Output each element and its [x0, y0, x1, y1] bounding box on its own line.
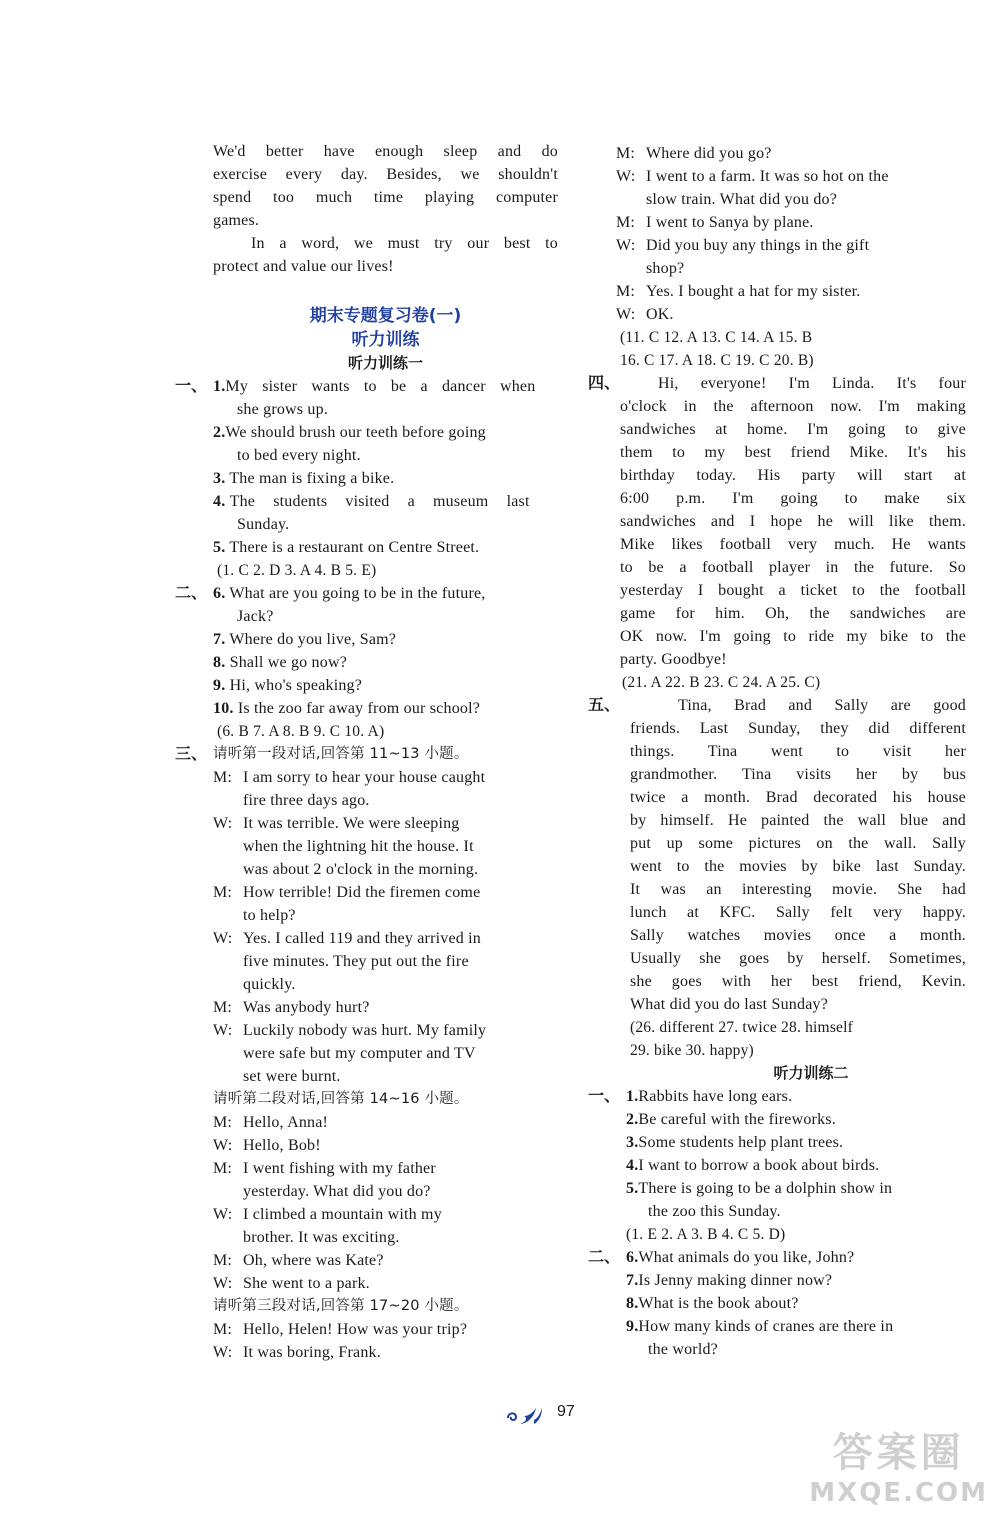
dialog-intro: 请听第二段对话,回答第 14~16 小题。 [213, 1091, 469, 1107]
speaker-label: W: [213, 930, 233, 947]
dialog-line [616, 280, 966, 303]
watermark-line: 答案圈 [832, 1430, 965, 1476]
speaker-label: W: [213, 1275, 233, 1292]
list-item: 8. Shall we go now? [213, 654, 348, 671]
dialog-line [213, 927, 558, 950]
dialog-text: set were burnt. [243, 1068, 341, 1085]
answer-key: (1. E 2. A 3. B 4. C 5. D) [626, 1226, 786, 1243]
dialog-text: quickly. [243, 976, 296, 993]
dialog-line-cont [213, 1065, 558, 1088]
dialog-text: Hello, Helen! How was your trip? [243, 1321, 468, 1338]
intro-paragraph [213, 140, 558, 278]
dialog-3-continued [616, 142, 966, 326]
item-number: 5. [626, 1180, 639, 1197]
part-title: 听力训练一 [347, 354, 423, 372]
dialog-intro: 请听第一段对话,回答第 11~13 小题。 [213, 746, 469, 762]
text-line: sandwiches and I hope he will like them. [620, 513, 966, 530]
text-line: birthday today. His party will start at [620, 467, 966, 484]
list-item-cont: Jack? [237, 608, 274, 625]
item-number: 9. [626, 1318, 639, 1335]
speaker-label: M: [213, 1252, 233, 1269]
speaker-label: W: [213, 1022, 233, 1039]
list-item [626, 1177, 966, 1200]
dialog-text: Hello, Bob! [243, 1137, 321, 1154]
dialog-line [213, 1203, 558, 1226]
section-marker: 一、 [175, 378, 208, 395]
dialog-line-cont [213, 1180, 558, 1203]
answer-key: 29. bike 30. happy) [630, 1042, 754, 1059]
dialog-line-cont [213, 904, 558, 927]
dialog-text: I climbed a mountain with my [243, 1206, 442, 1223]
answer-key: (1. C 2. D 3. A 4. B 5. E) [217, 562, 377, 579]
dialog-text: How terrible! Did the firemen come [243, 884, 481, 901]
dialog-text: I am sorry to hear your house caught [243, 769, 486, 786]
item-number: 7. [626, 1272, 639, 1289]
list-item-cont: the world? [648, 1341, 718, 1358]
dialog-text: to help? [243, 907, 296, 924]
item-text: I want to borrow a book about birds. [638, 1157, 880, 1174]
list-item-cont: she grows up. [237, 401, 329, 418]
text-line: Usually she goes by herself. Sometimes, [630, 950, 966, 967]
list-item: 4. The students visited a museum last [213, 493, 530, 510]
dialog-line [213, 1341, 558, 1364]
list-item: 2.We should brush our teeth before going [213, 424, 486, 441]
dialog-2 [213, 1111, 558, 1295]
answer-key: (26. different 27. twice 28. himself [630, 1019, 853, 1036]
dialog-line-cont [213, 950, 558, 973]
part-title: 听力训练二 [773, 1064, 849, 1082]
speaker-label: M: [616, 214, 636, 231]
dialog-text: Luckily nobody was hurt. My family [243, 1022, 487, 1039]
item-number: 4. [626, 1157, 639, 1174]
dialog-line [213, 1318, 558, 1341]
text-line: o'clock in the afternoon now. I'm making [620, 398, 966, 415]
answer-key: (11. C 12. A 13. C 14. A 15. B [620, 329, 813, 346]
section-marker: 三、 [175, 746, 208, 763]
text-line: Mike likes football very much. He wants [620, 536, 966, 553]
item-text: Be careful with the fireworks. [638, 1111, 836, 1128]
text-line: 6:00 p.m. I'm going to make six [620, 490, 966, 507]
dialog-line [616, 234, 966, 257]
text-line: game for him. Oh, the sandwiches are [620, 605, 966, 622]
part2-section-1 [588, 1085, 966, 1246]
item-text: What is the book about? [638, 1295, 799, 1312]
dialog-text: shop? [646, 260, 685, 277]
item-text: There is going to be a dolphin show in [638, 1180, 893, 1197]
section-1 [175, 375, 558, 582]
text-line: friends. Last Sunday, they did different [630, 720, 966, 737]
text-line: went to the movies by bike last Sunday. [630, 858, 966, 875]
speaker-label: W: [213, 1344, 233, 1361]
section-4 [588, 372, 966, 694]
answer-key: (21. A 22. B 23. C 24. A 25. C) [622, 674, 821, 691]
list-item: 3. The man is fixing a bike. [213, 470, 395, 487]
dialog-line [213, 1111, 558, 1134]
list-item: 6. What are you going to be in the future, [213, 585, 486, 602]
dialog-1 [213, 766, 558, 1088]
right-column [588, 142, 966, 1361]
section-5 [588, 694, 966, 1062]
list-item: 9. Hi, who's speaking? [213, 677, 363, 694]
item-text: What animals do you like, John? [638, 1249, 855, 1266]
section-2 [175, 582, 558, 743]
item-number: 2. [626, 1111, 639, 1128]
dialog-line-cont [213, 858, 558, 881]
text-line: party. Goodbye! [620, 651, 727, 668]
text-line: twice a month. Brad decorated his house [630, 789, 966, 806]
dialog-line [213, 1249, 558, 1272]
dialog-text: It was boring, Frank. [243, 1344, 381, 1361]
dialog-line [213, 1134, 558, 1157]
section-title: 期末专题复习卷(一) [309, 306, 462, 326]
text-line: It was an interesting movie. She had [630, 881, 966, 898]
dialog-line-cont [213, 1042, 558, 1065]
list-item [626, 1246, 966, 1269]
text-line: What did you do last Sunday? [630, 996, 829, 1013]
text-line: Hi, everyone! I'm Linda. It's four [658, 375, 966, 392]
dialog-text: I went to a farm. It was so hot on the [646, 168, 889, 185]
text-line: them to my best friend Mike. It's his [620, 444, 966, 461]
dialog-text: fire three days ago. [243, 792, 370, 809]
dialog-line [213, 766, 558, 789]
text-line: In a word, we must try our best to [251, 235, 558, 252]
list-item [626, 1108, 966, 1131]
answer-key: (6. B 7. A 8. B 9. C 10. A) [217, 723, 385, 740]
dialog-line-cont [616, 188, 966, 211]
speaker-label: M: [213, 769, 233, 786]
item-number: 3. [626, 1134, 639, 1151]
text-line: protect and value our lives! [213, 258, 394, 275]
speaker-label: W: [616, 237, 636, 254]
speaker-label: M: [616, 145, 636, 162]
dialog-line-cont [213, 789, 558, 812]
page-number: 97 [557, 1403, 575, 1420]
speaker-label: M: [213, 884, 233, 901]
item-text: Rabbits have long ears. [638, 1088, 793, 1105]
speaker-label: M: [213, 1160, 233, 1177]
text-line: to be a football player in the future. So [620, 559, 966, 576]
part2-section-2 [588, 1246, 966, 1361]
item-text: Is Jenny making dinner now? [638, 1272, 833, 1289]
dialog-text: Yes. I called 119 and they arrived in [243, 930, 482, 947]
list-item: 5. There is a restaurant on Centre Street. [213, 539, 480, 556]
dialog-line [616, 303, 966, 326]
section-marker: 一、 [588, 1088, 621, 1105]
dialog-text: was about 2 o'clock in the morning. [243, 861, 479, 878]
dialog-line-cont [213, 1226, 558, 1249]
dialog-text: yesterday. What did you do? [243, 1183, 431, 1200]
text-line: games. [213, 212, 260, 229]
text-line: by himself. He painted the wall blue and [630, 812, 966, 829]
answer-key: 16. C 17. A 18. C 19. C 20. B) [620, 352, 814, 369]
dialog-line-cont [213, 973, 558, 996]
list-item-cont: the zoo this Sunday. [648, 1203, 781, 1220]
speaker-label: W: [213, 815, 233, 832]
dialog-line [616, 211, 966, 234]
dialog-text: I went fishing with my father [243, 1160, 436, 1177]
dialog-line [616, 142, 966, 165]
speaker-label: M: [616, 283, 636, 300]
section-marker: 二、 [588, 1249, 621, 1266]
text-line: put up some pictures on the wall. Sally [630, 835, 966, 852]
item-text: How many kinds of cranes are there in [638, 1318, 894, 1335]
speaker-label: W: [616, 168, 636, 185]
dialog-text: Yes. I bought a hat for my sister. [646, 283, 861, 300]
speaker-label: M: [213, 1321, 233, 1338]
dialog-text: Hello, Anna! [243, 1114, 329, 1131]
dialog-text: It was terrible. We were sleeping [243, 815, 460, 832]
text-line: Tina, Brad and Sally are good [678, 697, 966, 714]
text-line: she goes with her best friend, Kevin. [630, 973, 966, 990]
section-marker: 四、 [588, 375, 621, 392]
dialog-line [616, 165, 966, 188]
text-line: sandwiches at home. I'm going to give [620, 421, 966, 438]
dialog-line-cont [616, 257, 966, 280]
dialog-text: Did you buy any things in the gift [646, 237, 870, 254]
dialog-intro: 请听第三段对话,回答第 17~20 小题。 [213, 1298, 469, 1314]
dialog-text: Where did you go? [646, 145, 772, 162]
text-line: grandmother. Tina visits her by bus [630, 766, 966, 783]
dialog-line [213, 881, 558, 904]
item-number: 6. [626, 1249, 639, 1266]
dialog-text: I went to Sanya by plane. [646, 214, 814, 231]
dialog-3 [213, 1318, 558, 1364]
text-line: We'd better have enough sleep and do [213, 143, 558, 160]
section-3 [175, 743, 558, 1364]
text-line: OK now. I'm going to ride my bike to the [620, 628, 966, 645]
speaker-label: W: [616, 306, 636, 323]
left-column [175, 140, 558, 1364]
list-item-cont: to bed every night. [237, 447, 361, 464]
dialog-text: Oh, where was Kate? [243, 1252, 384, 1269]
speaker-label: M: [213, 999, 233, 1016]
dialog-text: were safe but my computer and TV [243, 1045, 476, 1062]
list-item [626, 1131, 966, 1154]
bird-swirl-icon [504, 1402, 548, 1433]
dialog-line [213, 996, 558, 1019]
item-number: 1. [626, 1088, 639, 1105]
list-item [626, 1269, 966, 1292]
text-line: Sally watches movies once a month. [630, 927, 966, 944]
dialog-text: Was anybody hurt? [243, 999, 370, 1016]
item-number: 8. [626, 1295, 639, 1312]
list-item [626, 1292, 966, 1315]
dialog-text: OK. [646, 306, 674, 323]
dialog-line-cont [213, 835, 558, 858]
dialog-line [213, 812, 558, 835]
item-text: Some students help plant trees. [638, 1134, 844, 1151]
list-item [626, 1315, 966, 1338]
section-marker: 五、 [588, 697, 621, 714]
dialog-line [213, 1272, 558, 1295]
dialog-line [213, 1157, 558, 1180]
section-subtitle: 听力训练 [351, 330, 420, 350]
watermark [809, 1421, 988, 1508]
section-marker: 二、 [175, 585, 208, 602]
list-item: 7. Where do you live, Sam? [213, 631, 397, 648]
list-item-cont: Sunday. [237, 516, 290, 533]
list-item: 1.My sister wants to be a dancer when [213, 378, 536, 395]
dialog-line [213, 1019, 558, 1042]
speaker-label: W: [213, 1206, 233, 1223]
dialog-text: She went to a park. [243, 1275, 370, 1292]
dialog-text: slow train. What did you do? [646, 191, 838, 208]
speaker-label: M: [213, 1114, 233, 1131]
watermark-line: MXQE.COM [809, 1478, 988, 1508]
text-line: lunch at KFC. Sally felt very happy. [630, 904, 966, 921]
dialog-text: brother. It was exciting. [243, 1229, 400, 1246]
dialog-text: when the lightning hit the house. It [243, 838, 474, 855]
speaker-label: W: [213, 1137, 233, 1154]
text-line: things. Tina went to visit her [630, 743, 966, 760]
list-item [626, 1085, 966, 1108]
text-line: yesterday I bought a ticket to the football [620, 582, 966, 599]
text-line: exercise every day. Besides, we shouldn't [213, 166, 558, 183]
dialog-text: five minutes. They put out the fire [243, 953, 469, 970]
list-item [626, 1154, 966, 1177]
text-line: spend too much time playing computer [213, 189, 558, 206]
list-item: 10. Is the zoo far away from our school? [213, 700, 481, 717]
